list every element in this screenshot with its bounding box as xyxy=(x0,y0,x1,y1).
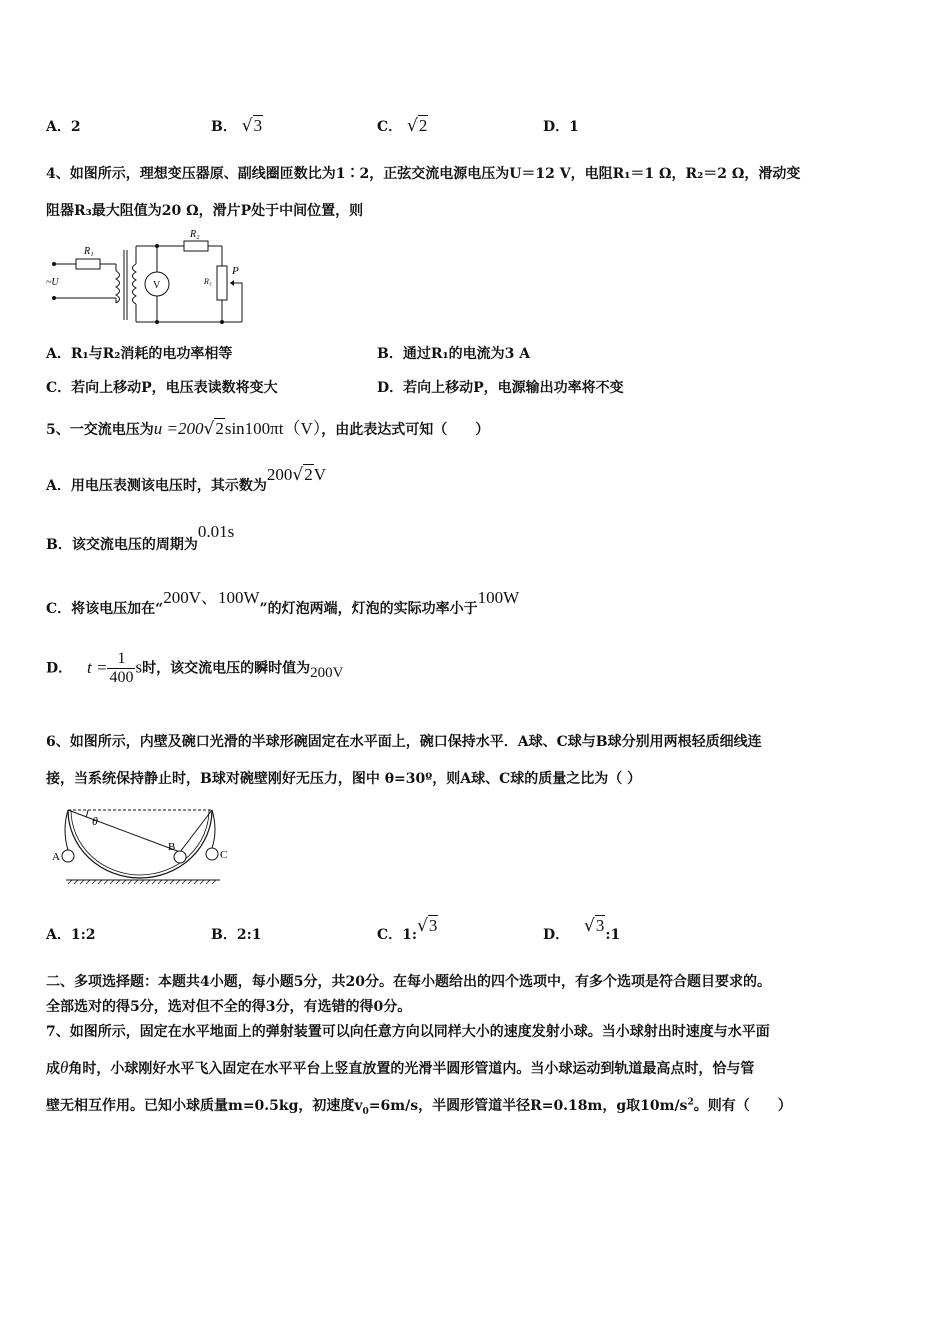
q4-option-b: B．通过R₁的电流为3 A xyxy=(377,346,531,362)
section2-heading-line1: 二、多项选择题：本题共4小题，每小题5分，共20分。在每小题给出的四个选项中，有多个选项是符合题目要求的。 xyxy=(46,974,771,990)
hemisphere-bowl-diagram xyxy=(44,800,234,890)
q3-option-c: C． √2 xyxy=(377,116,428,136)
q5-stem: 5、一交流电压为u =200√2sin100πt（V），由此表达式可知（ ） xyxy=(46,419,490,439)
q6-option-a: A．1:2 xyxy=(46,927,96,943)
q7-stem-line1: 7、如图所示，固定在水平地面上的弹射装置可以向任意方向以同样大小的速度发射小球。当小球射出时速度与水平面 xyxy=(46,1024,770,1040)
theta-arc xyxy=(86,810,88,817)
q6-option-d: D． √3:1 xyxy=(543,916,621,943)
slider-wire xyxy=(230,283,242,322)
label-source: ~U xyxy=(46,277,59,288)
string-c xyxy=(212,810,215,848)
resistor-r2 xyxy=(184,241,208,251)
q6-option-c: C．1:√3 xyxy=(377,916,438,943)
q3-option-d: D．1 xyxy=(543,119,579,135)
ball-a xyxy=(62,850,74,862)
sqrt-formula: √2 xyxy=(407,116,428,136)
q5-option-a: A．用电压表测该电压时，其示数为200√2V xyxy=(46,465,326,494)
slider-arrow xyxy=(230,280,234,286)
q6-option-b: B．2:1 xyxy=(211,927,262,943)
resistor-r1 xyxy=(76,259,100,269)
label-b: B xyxy=(168,841,176,853)
q6-stem-line2: 接，当系统保持静止时，B球对碗壁刚好无压力，图中 θ=30º，则A球、C球的质量之比为（ ） xyxy=(46,771,642,787)
string-a xyxy=(65,810,68,850)
q4-stem-line1: 4、如图所示，理想变压器原、副线圈匝数比为1∶2，正弦交流电源电压为U＝12 V，电阻R₁＝1 Ω，R₂＝2 Ω，滑动变 xyxy=(46,166,801,182)
transformer-circuit-diagram xyxy=(44,226,254,330)
label-theta: θ xyxy=(92,814,98,828)
rheostat-r3 xyxy=(217,266,227,300)
q3-option-a: A．2 xyxy=(46,119,81,135)
q7-stem-line2: 成θ角时，小球刚好水平飞入固定在水平平台上竖直放置的光滑半圆形管道内。当小球运动到轨道最高点时，恰与管 xyxy=(46,1058,755,1077)
q4-option-a: A．R₁与R₂消耗的电功率相等 xyxy=(46,346,233,362)
ball-b xyxy=(174,851,186,863)
section2-heading-line2: 全部选对的得5分，选对但不全的得3分，有选错的得0分。 xyxy=(46,999,412,1015)
q3-option-b: B． √3 xyxy=(211,116,263,136)
string-ab xyxy=(68,810,180,852)
q6-stem-line1: 6、如图所示，内壁及碗口光滑的半球形碗固定在水平面上，碗口保持水平．A球、C球与B球分别用两根轻质细线连 xyxy=(46,734,762,750)
q5-option-d: D． t = $\frac{1}{400}$ s时，该交流电压的瞬时值为200V xyxy=(46,650,344,686)
sqrt-formula: √3 xyxy=(241,116,263,136)
q5-option-b: B．该交流电压的周期为0.01s xyxy=(46,522,235,553)
ground-hatch xyxy=(68,880,216,884)
label-voltmeter: V xyxy=(153,280,161,291)
q4-option-d: D．若向上移动P，电源输出功率将不变 xyxy=(377,380,624,396)
label-r1: R₁ xyxy=(84,246,94,257)
q7-stem-line3: 壁无相互作用。已知小球质量m=0.5kg，初速度$v_0=6m/s$，半圆形管道半径R=0.18m，g取$10m/s^2$。则有（ ） xyxy=(46,1097,792,1117)
label-p: P xyxy=(232,265,239,277)
bowl-arc xyxy=(68,810,212,878)
q5-option-c: C．将该电压加在“200V、100W”的灯泡两端，灯泡的实际功率小于100W xyxy=(46,588,520,617)
secondary-coil xyxy=(133,264,137,304)
string-bc xyxy=(180,810,212,852)
label-r2: R₂ xyxy=(190,229,200,240)
label-c: C xyxy=(220,849,228,861)
q4-option-c: C．若向上移动P，电压表读数将变大 xyxy=(46,380,278,396)
label-r3: R₃ xyxy=(204,277,212,286)
ball-c xyxy=(206,848,218,860)
label-a: A xyxy=(52,851,60,863)
primary-coil xyxy=(116,271,120,303)
q4-stem-line2: 阻器R₃最大阻值为20 Ω，滑片P处于中间位置，则 xyxy=(46,203,364,219)
fraction: $\frac{1}{400}$ xyxy=(109,650,134,686)
